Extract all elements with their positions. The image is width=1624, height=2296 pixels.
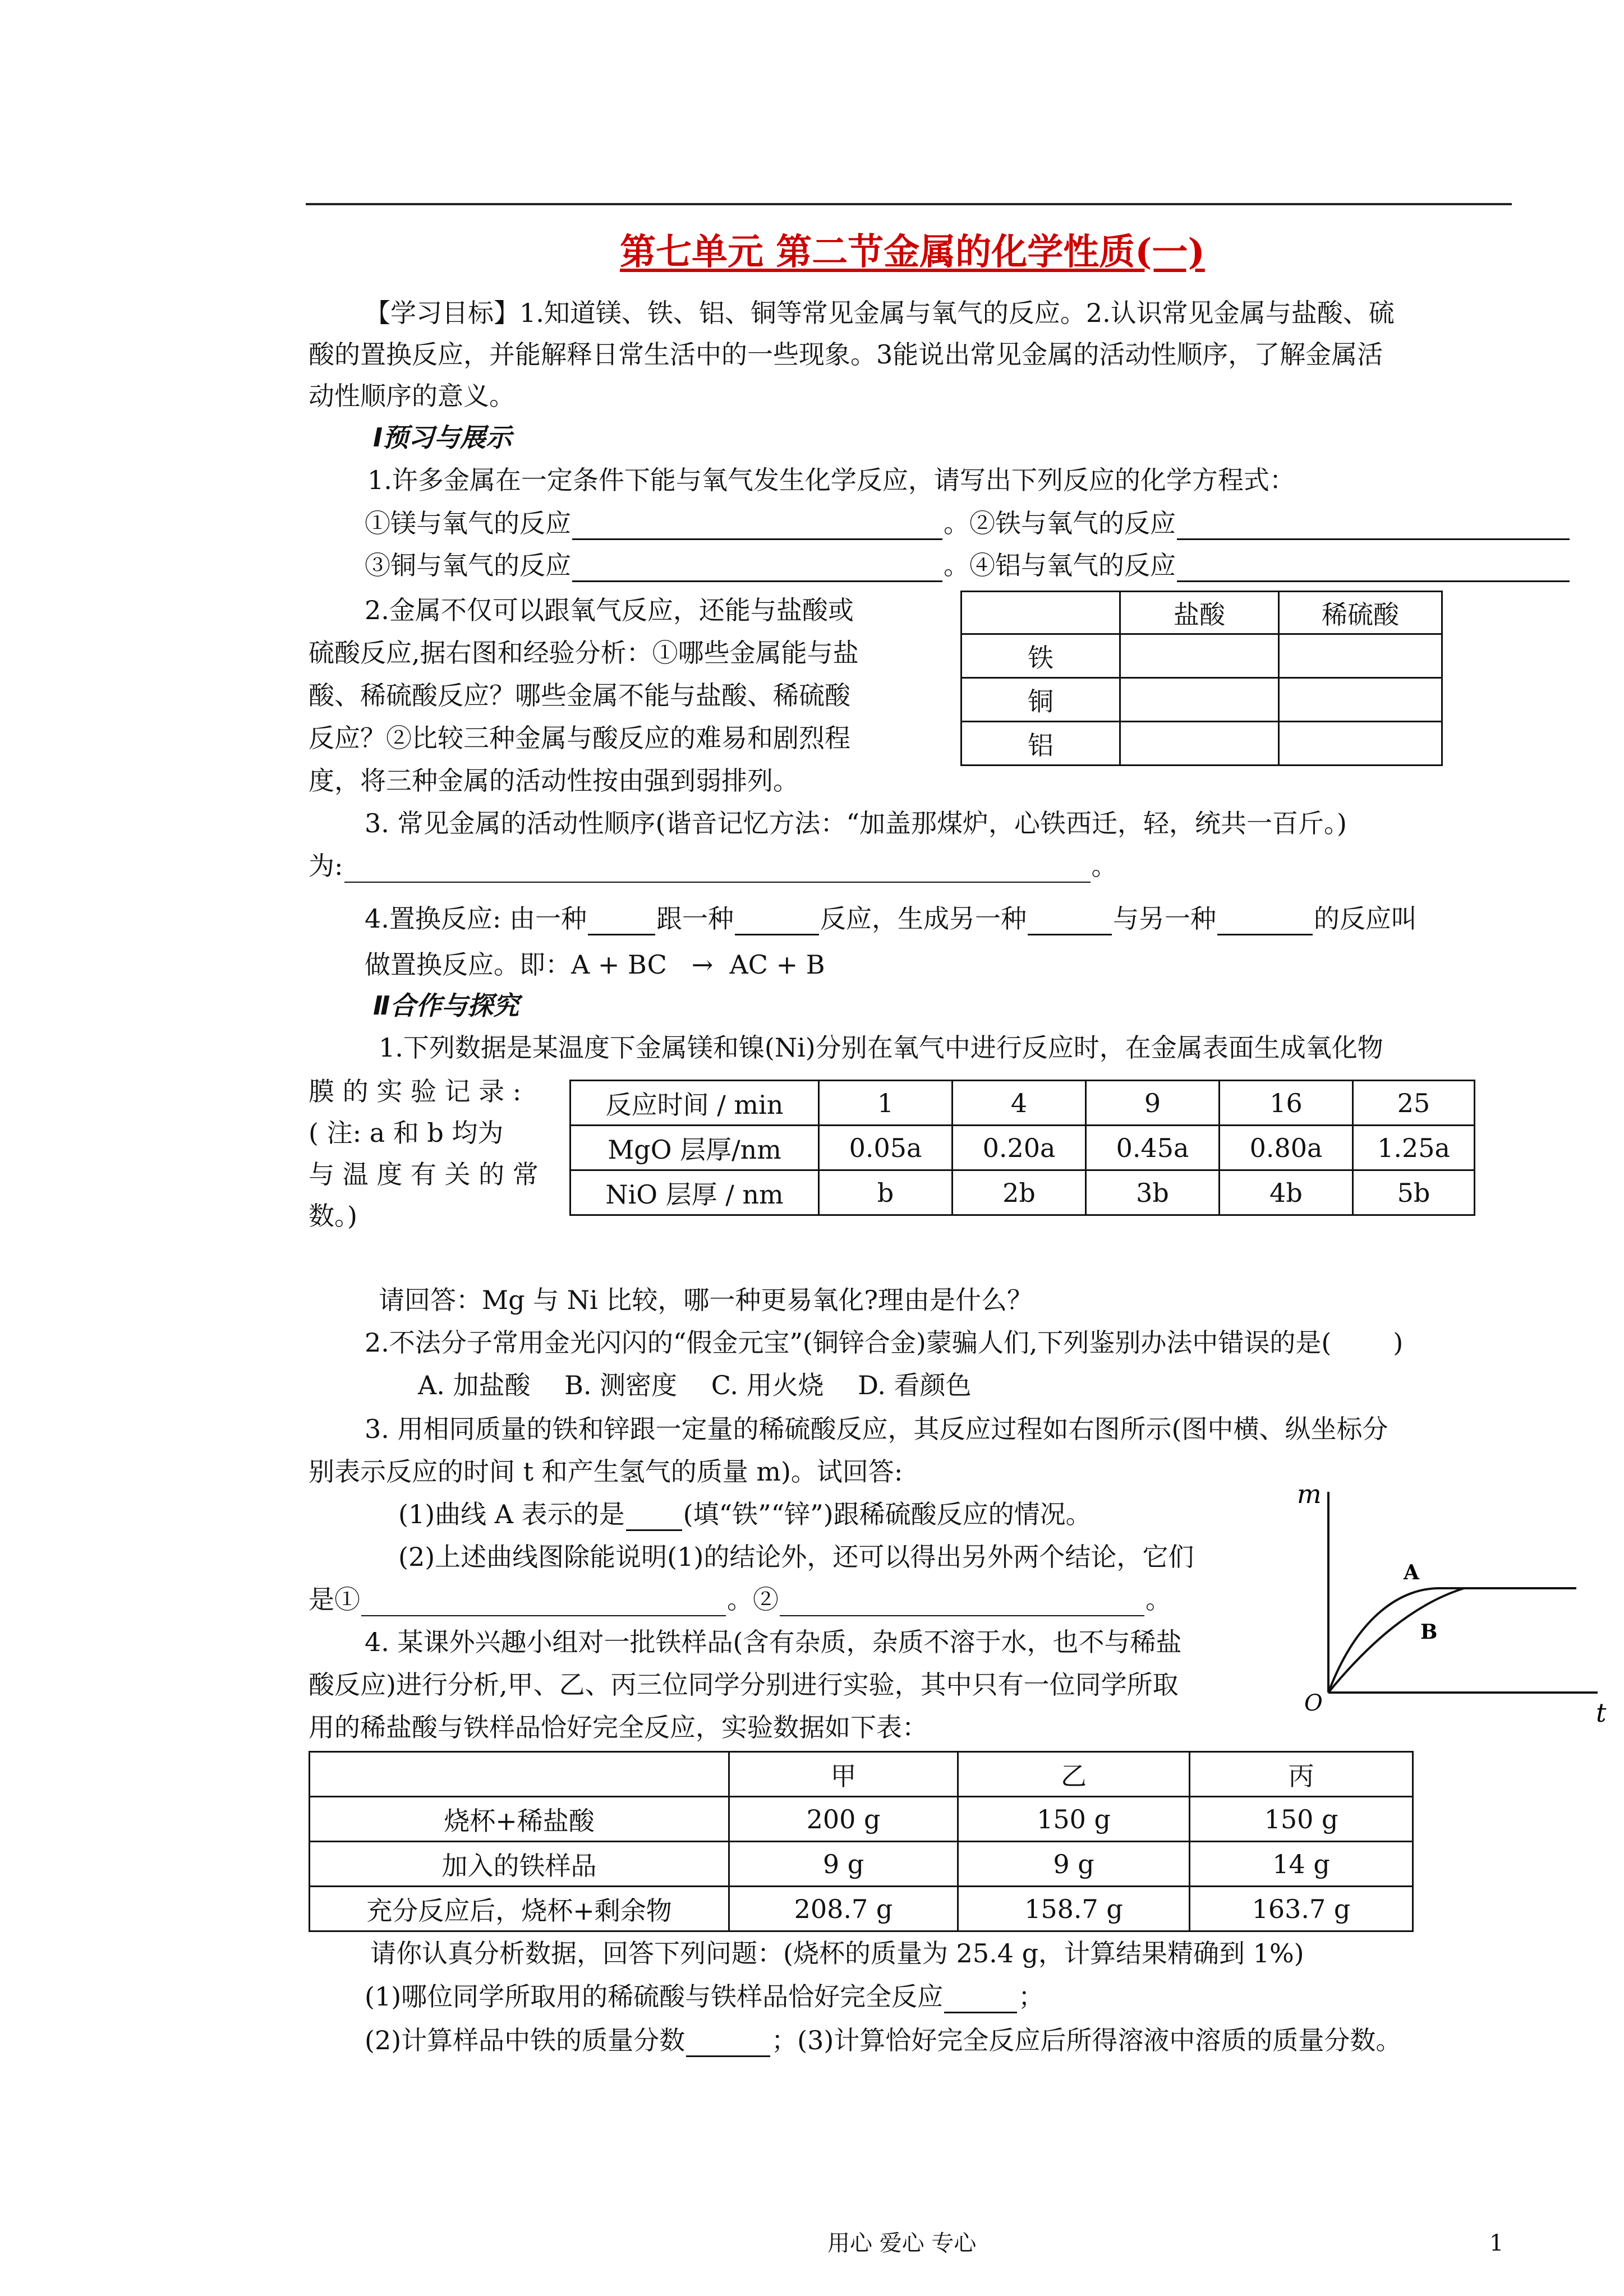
table-cell: 1 [819, 1081, 953, 1126]
curve-b-label: B [1420, 1620, 1438, 1644]
s2-q4-s2 [365, 2025, 1401, 2057]
s2-q1-side-3: 与 温 度 有 关 的 常 [309, 1159, 539, 1190]
table-cell: 0.05a [819, 1126, 953, 1170]
table-cell: 200 g [729, 1797, 958, 1842]
table-cell: 0.45a [1086, 1126, 1220, 1170]
oxidation-table [569, 1080, 1475, 1216]
s1-q4-p3: 反应，生成另一种 [820, 903, 1027, 934]
s1-q2-line-4: 反应？②比较三种金属与酸反应的难易和剧烈程 [309, 723, 850, 753]
s2-q1-side-4: 数。) [309, 1201, 357, 1231]
curve-b [1328, 1588, 1464, 1693]
s1-q2-line-2: 硫酸反应,据右图和经验分析：①哪些金属能与盐 [309, 638, 859, 668]
s2-q3-sub2-b2: 。② [727, 1584, 779, 1615]
table-row-label: NiO 层厚 / nm [571, 1170, 819, 1215]
answer-blank[interactable] [588, 908, 655, 935]
s1-q3-prefix: 为: [309, 851, 343, 881]
table-header: 乙 [958, 1752, 1190, 1797]
s2-q3-sub1-b: (填“铁”“锌”)跟稀硫酸反应的情况。 [683, 1499, 1092, 1529]
curve-a [1328, 1588, 1576, 1693]
s2-q2-options: A. 加盐酸 B. 测密度 C. 用火烧 D. 看颜色 [418, 1370, 972, 1400]
s2-q3-sub2: (2)上述曲线图除能说明(1)的结论外，还可以得出另外两个结论，它们 [398, 1542, 1194, 1572]
s1-q2-line-1: 2.金属不仅可以跟氧气反应，还能与盐酸或 [365, 595, 854, 625]
s1-q1-c-end: 。 [944, 550, 969, 580]
answer-blank[interactable] [361, 1589, 726, 1616]
s2-q3-sub2-b3: 。 [1145, 1584, 1171, 1615]
curve-a-label: A [1404, 1561, 1419, 1584]
table-cell[interactable] [1120, 634, 1279, 678]
s2-q1-side-1: 膜 的 实 验 记 录 : [309, 1076, 522, 1106]
s1-q4-line2: 做置换反应。即：A + BC [365, 949, 667, 980]
s2-q4-s2-text: (2)计算样品中铁的质量分数 [365, 2025, 686, 2055]
s2-q3-line-1: 3. 用相同质量的铁和锌跟一定量的稀硫酸反应，其反应过程如右图所示(图中横、纵坐标分 [365, 1414, 1388, 1444]
s1-q1-a-end: 。 [944, 508, 969, 538]
s1-q3-end: 。 [1091, 851, 1117, 881]
answer-blank[interactable] [1217, 908, 1313, 935]
section-2-heading: Ⅱ合作与探究 [373, 990, 519, 1021]
s2-q1-text: 1.下列数据是某温度下金属镁和镍(Ni)分别在氧气中进行反应时，在金属表面生成氧化物 [379, 1032, 1383, 1063]
s2-q3-sub1 [398, 1499, 1092, 1531]
s1-q1-d-label: ④铝与氧气的反应 [969, 550, 1176, 580]
table-cell [961, 592, 1120, 634]
answer-blank[interactable] [735, 908, 819, 935]
objectives-line-3: 动性顺序的意义。 [309, 381, 515, 411]
s2-q4-line-3: 用的稀盐酸与铁样品恰好完全反应，实验数据如下表： [309, 1712, 928, 1742]
table-cell: b [819, 1170, 953, 1215]
objectives-line-1: 【学习目标】1.知道镁、铁、铝、铜等常见金属与氧气的反应。2.认识常见金属与盐酸、硫 [365, 298, 1395, 328]
objectives-line-2: 酸的置换反应，并能解释日常生活中的一些现象。3能说出常见金属的活动性顺序，了解金属活 [309, 339, 1383, 370]
s1-q2-line-5: 度，将三种金属的活动性按由强到弱排列。 [309, 766, 799, 796]
arrow-icon: → [691, 949, 714, 980]
s2-q4-line-2: 酸反应)进行分析,甲、乙、丙三位同学分别进行实验，其中只有一位同学所取 [309, 1670, 1179, 1700]
answer-blank[interactable] [344, 856, 1091, 883]
s2-q2-row [365, 1327, 1403, 1359]
table-row-label: 铁 [961, 634, 1120, 678]
section-1-heading: Ⅰ预习与展示 [373, 422, 512, 453]
s1-q1-c-label: ③铜与氧气的反应 [365, 550, 571, 580]
table-cell: 4b [1220, 1170, 1353, 1215]
table-cell[interactable] [1279, 678, 1442, 722]
s2-q4-line-1: 4. 某课外兴趣小组对一批铁样品(含有杂质，杂质不溶于水，也不与稀盐 [365, 1627, 1182, 1657]
s1-q1-a-label: ①镁与氧气的反应 [365, 508, 571, 538]
table-row-label: 铝 [961, 722, 1120, 766]
s2-q3-line-2: 别表示反应的时间 t 和产生氢气的质量 m)。试回答: [309, 1456, 903, 1487]
table-header: 稀硫酸 [1279, 592, 1442, 634]
s1-q4-p5: 的反应叫 [1314, 903, 1418, 934]
table-cell [310, 1752, 729, 1797]
header-rule [306, 203, 1512, 205]
table-cell[interactable] [1279, 722, 1442, 766]
page-number: 1 [1489, 2230, 1504, 2256]
s1-q4-line2-end: AC + B [729, 949, 825, 980]
s2-q2-text-end: ) [1393, 1327, 1404, 1358]
answer-blank[interactable] [686, 2030, 770, 2057]
table-header: 丙 [1190, 1752, 1413, 1797]
s2-q2-text: 2.不法分子常用金光闪闪的“假金元宝”(铜锌合金)蒙骗人们,下列鉴别办法中错误的是( [365, 1327, 1332, 1358]
s1-q1-row2 [365, 550, 1571, 582]
table-cell: 25 [1353, 1081, 1475, 1126]
s2-q4-after: 请你认真分析数据，回答下列问题：(烧杯的质量为 25.4 g，计算结果精确到 1%) [370, 1938, 1304, 1968]
s2-q3-sub1-a: (1)曲线 A 表示的是 [398, 1499, 625, 1529]
s2-q4-s1-text: (1)哪位同学所取用的稀硫酸与铁样品恰好完全反应 [365, 1981, 944, 2012]
table-cell: 0.20a [953, 1126, 1086, 1170]
hydrogen-curve-graph [1273, 1469, 1621, 1733]
answer-blank[interactable] [572, 555, 942, 582]
answer-blank[interactable] [1177, 513, 1570, 540]
s1-q3-text: 3. 常见金属的活动性顺序(谐音记忆方法：“加盖那煤炉，心铁西迁，轻，统共一百斤。) [365, 808, 1347, 838]
metal-acid-table [960, 591, 1443, 766]
table-header: 盐酸 [1120, 592, 1279, 634]
table-cell[interactable] [1120, 722, 1279, 766]
table-row-label: 加入的铁样品 [310, 1842, 729, 1887]
table-row-label: MgO 层厚/nm [571, 1126, 819, 1170]
y-axis-label: m [1297, 1479, 1322, 1509]
table-cell: 4 [953, 1081, 1086, 1126]
s2-q3-sub2-answers [309, 1584, 1171, 1616]
answer-blank[interactable] [572, 513, 942, 540]
table-cell: 16 [1220, 1081, 1353, 1126]
table-row-label: 烧杯+稀盐酸 [310, 1797, 729, 1842]
table-row-label: 铜 [961, 678, 1120, 722]
footer-motto: 用心 爱心 专心 [827, 2230, 977, 2256]
iron-sample-table [309, 1751, 1414, 1932]
table-cell: 9 g [729, 1842, 958, 1887]
s2-q1-question: 请回答：Mg 与 Ni 比较，哪一种更易氧化?理由是什么？ [379, 1285, 1033, 1315]
table-cell: 3b [1086, 1170, 1220, 1215]
table-cell: 0.80a [1220, 1126, 1353, 1170]
table-row-label: 充分反应后，烧杯+剩余物 [310, 1887, 729, 1931]
table-cell[interactable] [1120, 678, 1279, 722]
answer-blank[interactable] [1028, 908, 1112, 935]
table-cell: 163.7 g [1190, 1887, 1413, 1931]
table-cell: 9 [1086, 1081, 1220, 1126]
table-cell: 2b [953, 1170, 1086, 1215]
s2-q4-s2-end: ；(3)计算恰好完全反应后所得溶液中溶质的质量分数。 [771, 2025, 1402, 2055]
s1-q1-b-label: ②铁与氧气的反应 [969, 508, 1176, 538]
table-cell: 1.25a [1353, 1126, 1475, 1170]
answer-blank[interactable] [626, 1504, 682, 1531]
origin-label: O [1304, 1690, 1323, 1716]
table-header: 甲 [729, 1752, 958, 1797]
s1-q1-text: 1.许多金属在一定条件下能与氧气发生化学反应，请写出下列反应的化学方程式： [367, 465, 1295, 495]
s1-q4-p2: 跟一种 [656, 903, 734, 934]
s2-q3-sub2-b1: 是① [309, 1584, 360, 1615]
s1-q2-line-3: 酸、稀硫酸反应？哪些金属不能与盐酸、稀硫酸 [309, 680, 850, 711]
s2-q4-s1 [365, 1981, 1044, 2013]
answer-blank[interactable] [780, 1589, 1144, 1616]
table-cell: 158.7 g [958, 1887, 1190, 1931]
s1-q4-row1 [365, 903, 1417, 935]
s1-q4-row2 [365, 949, 825, 981]
table-row-label: 反应时间 / min [571, 1081, 819, 1126]
s2-q1-side-2: ( 注: a 和 b 均为 [309, 1118, 504, 1148]
answer-blank[interactable] [1177, 555, 1570, 582]
s2-q4-s1-end: ； [1018, 1981, 1045, 2012]
table-cell: 14 g [1190, 1842, 1413, 1887]
x-axis-label: t [1596, 1698, 1607, 1728]
table-cell: 5b [1353, 1170, 1475, 1215]
table-cell: 150 g [1190, 1797, 1413, 1842]
table-cell[interactable] [1279, 634, 1442, 678]
table-cell: 9 g [958, 1842, 1190, 1887]
s1-q4-p4: 与另一种 [1113, 903, 1217, 934]
page-title: 第七单元 第二节金属的化学性质(一) [620, 231, 1205, 273]
s1-q3-answer-row [309, 850, 1117, 883]
table-cell: 208.7 g [729, 1887, 958, 1931]
s1-q4-p1: 4.置换反应: 由一种 [365, 903, 587, 934]
answer-blank[interactable] [944, 1986, 1017, 2013]
s1-q1-row1 [365, 508, 1571, 540]
table-cell: 150 g [958, 1797, 1190, 1842]
